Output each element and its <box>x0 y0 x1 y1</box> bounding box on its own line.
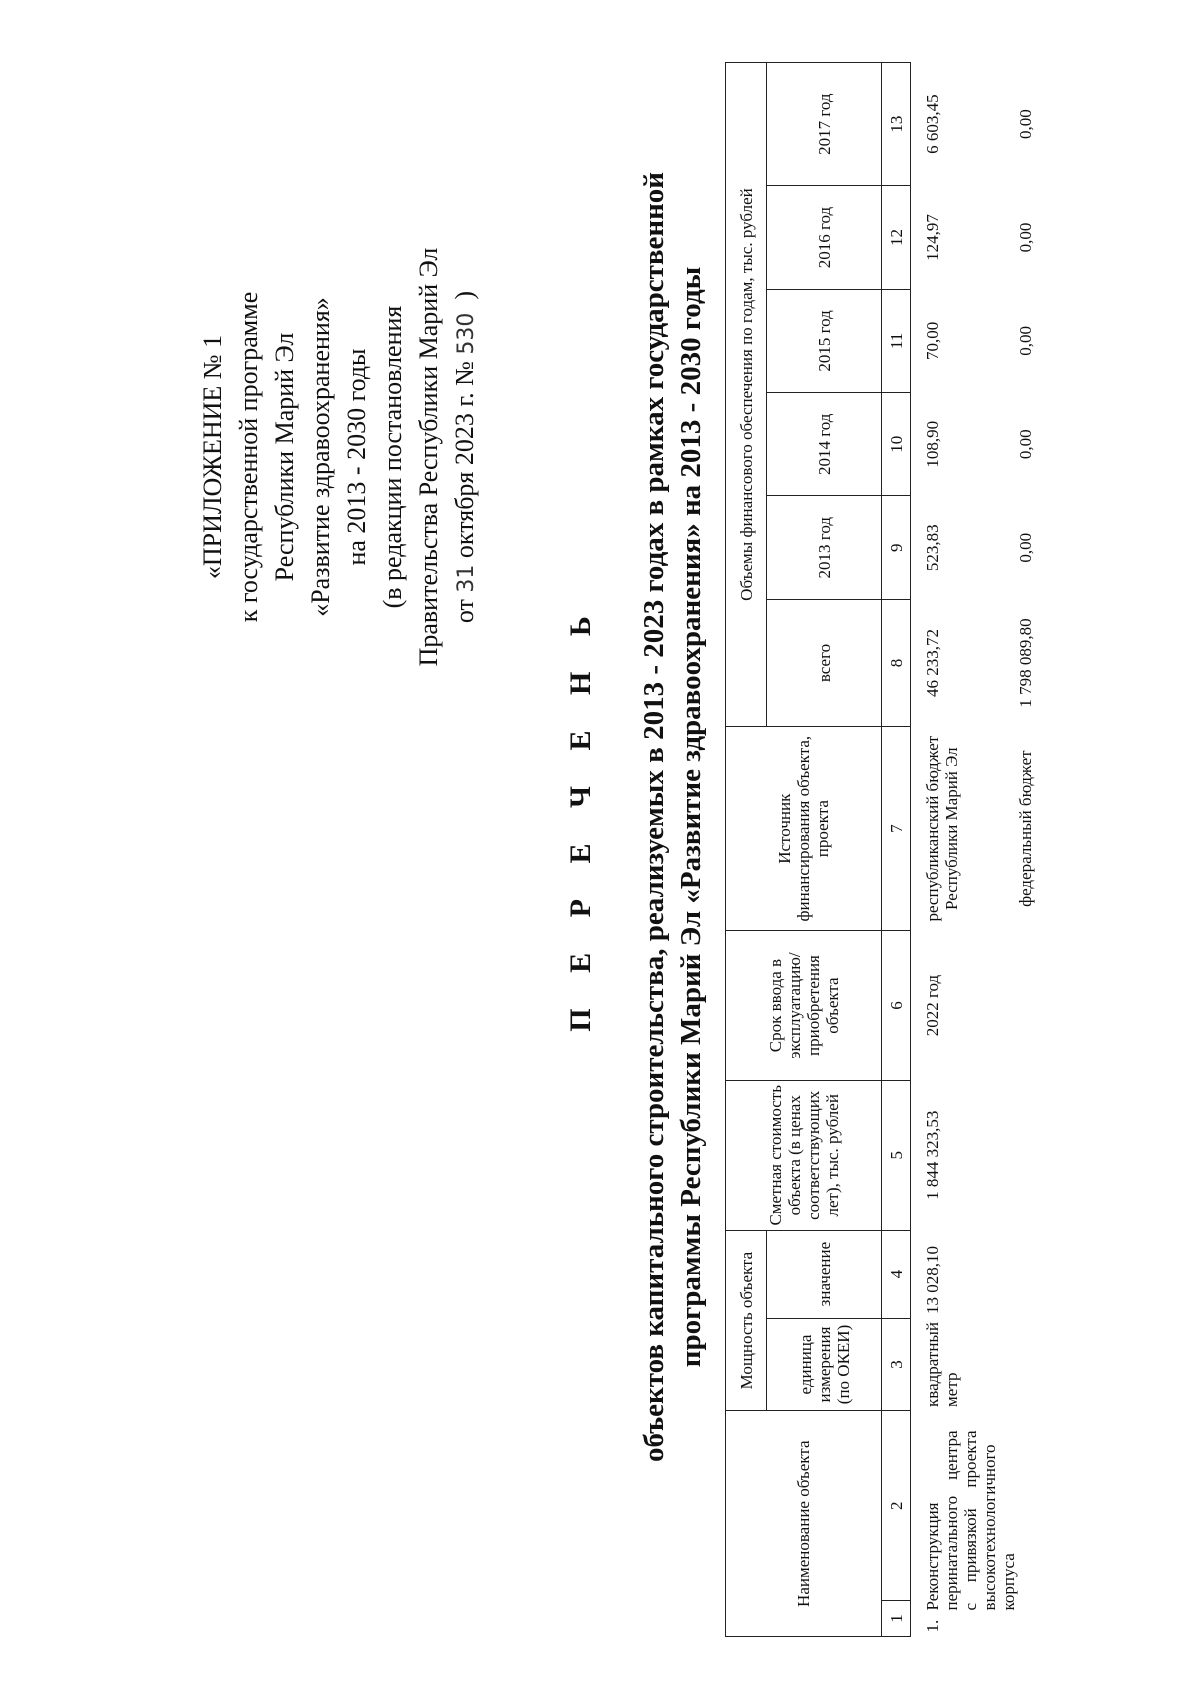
appendix-line: Республики Марий Эл <box>270 332 299 582</box>
object-value: 13 028,10 <box>923 1246 942 1315</box>
source-2014: 0,00 <box>1016 429 1035 460</box>
source-name: федеральный бюджет <box>1016 750 1035 907</box>
appendix-date-line <box>447 177 485 737</box>
source-total: 46 233,72 <box>923 629 942 697</box>
column-number: 7 <box>882 727 911 931</box>
source-2016: 124,97 <box>923 214 942 261</box>
object-term: 2022 год <box>923 974 942 1037</box>
header-2016: 2016 год <box>767 186 882 289</box>
object-estimate: 1 844 323,53 <box>923 1110 942 1200</box>
objects-table <box>725 62 1038 1637</box>
source-2015: 70,00 <box>923 321 942 361</box>
object-name: Реконструкция перинатального центра с привязкой проекта высокотехнологичного корпуса <box>923 1430 1018 1611</box>
appendix-line: Правительства Республики Марий Эл <box>414 247 443 667</box>
column-number: 11 <box>882 289 911 392</box>
source-2015: 0,00 <box>1016 326 1035 356</box>
header-2017: 2017 год <box>767 63 882 186</box>
column-number: 10 <box>882 393 911 496</box>
date-month-year: октября 2023 г. № <box>450 361 479 559</box>
object-name-cell <box>911 1411 1039 1637</box>
title-heading: П Е Р Е Ч Е Н Ь <box>564 602 597 1032</box>
column-number: 1 <box>882 1601 911 1637</box>
column-number: 6 <box>882 931 911 1081</box>
header-2015: 2015 год <box>767 289 882 392</box>
date-prefix: от <box>450 599 479 624</box>
source-name: республиканский бюджет Республики Марий Эл <box>923 735 961 922</box>
column-number: 9 <box>882 496 911 599</box>
date-day: 31 <box>454 564 479 593</box>
column-number: 13 <box>882 63 911 186</box>
date-close: ) <box>450 290 479 300</box>
appendix-line: (в редакции постановления <box>378 305 407 609</box>
source-2013: 523,83 <box>923 524 942 572</box>
appendix-line: на 2013 - 2030 годы <box>342 348 371 566</box>
object-unit: квадратный метр <box>923 1322 961 1407</box>
source-2016: 0,00 <box>1016 222 1035 253</box>
column-number: 4 <box>882 1230 911 1318</box>
appendix-block <box>195 177 485 737</box>
source-2017: 6 603,45 <box>923 94 942 154</box>
header-source: Источник финансирования объекта, проекта <box>726 727 882 931</box>
column-number: 5 <box>882 1080 911 1230</box>
document-title <box>560 37 710 1597</box>
row-number: 1. <box>923 1619 942 1633</box>
column-number: 2 <box>882 1411 911 1601</box>
appendix-line: «ПРИЛОЖЕНИЕ № 1 <box>198 334 227 580</box>
column-number: 3 <box>882 1318 911 1411</box>
source-2017: 0,00 <box>1016 109 1035 140</box>
header-total: всего <box>767 599 882 726</box>
source-2014: 108,90 <box>923 420 942 468</box>
header-term: Срок ввода в эксплуатацию/ приобретения объекта <box>726 931 882 1081</box>
header-name: Наименование объекта <box>726 1411 882 1637</box>
appendix-line: «Развитие здравоохранения» <box>306 297 335 617</box>
header-unit: единица измерения (по ОКЕИ) <box>767 1318 882 1411</box>
column-number: 8 <box>882 599 911 726</box>
source-total: 1 798 089,80 <box>1016 618 1035 708</box>
table-row <box>911 63 1005 1637</box>
header-capacity: Мощность объекта <box>726 1230 767 1411</box>
date-number: 530 <box>454 312 479 355</box>
header-value: значение <box>767 1230 882 1318</box>
appendix-line: к государственной программе <box>234 291 263 623</box>
header-2013: 2013 год <box>767 496 882 599</box>
header-estimate: Сметная стоимость объекта (в ценах соответствующих лет), тыс. рублей <box>726 1080 882 1230</box>
title-line-2: программы Республики Марий Эл «Развитие здравоохранения» на 2013 - 2030 годы <box>675 266 707 1368</box>
header-volumes: Объемы финансового обеспечения по годам, тыс. рублей <box>726 63 767 727</box>
title-line-1: объектов капитального строительства, реализуемых в 2013 - 2023 годах в рамках государственной <box>638 171 670 1463</box>
column-number: 12 <box>882 186 911 289</box>
header-2014: 2014 год <box>767 393 882 496</box>
source-2013: 0,00 <box>1016 532 1035 563</box>
